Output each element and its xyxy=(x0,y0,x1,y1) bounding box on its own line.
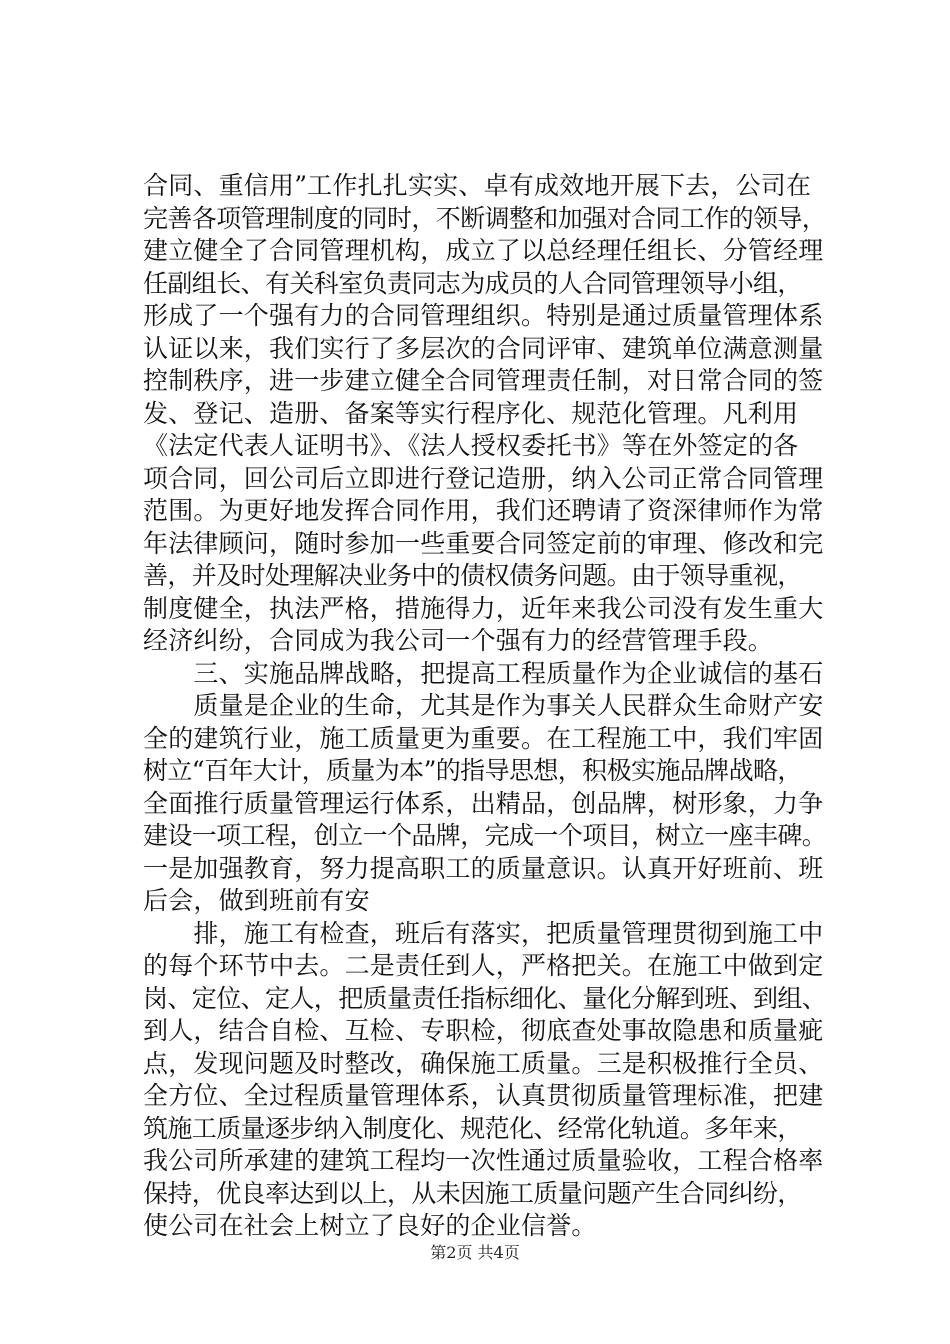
text-line: 筑施工质量逐步纳入制度化、规范化、经常化轨道。多年来， xyxy=(143,1113,802,1143)
text-line: 控制秩序，进一步建立健全合同管理责任制，对日常合同的签 xyxy=(143,366,824,395)
text-line: 我公司所承建的建筑工程均一次性通过质量验收，工程合格率 xyxy=(143,1146,824,1175)
text-line: 一是加强教育，努力提高职工的质量意识。认真开好班前、班 xyxy=(143,853,824,883)
text-line: 后会，做到班前有安 xyxy=(143,886,370,915)
text-line: 建设一项工程，创立一个品牌，完成一个项目，树立一座丰碑。 xyxy=(143,821,827,850)
page-number-footer: 第2页 共4页 xyxy=(430,1243,520,1262)
text-line: 善，并及时处理解决业务中的债权债务问题。由于领导重视， xyxy=(143,561,802,590)
text-line: 岗、定位、定人，把质量责任指标细化、量化分解到班、到组、 xyxy=(143,983,827,1013)
text-line: 质量是企业的生命，尤其是作为事关人民群众生命财产安 xyxy=(143,691,824,720)
text-line: 合同、重信用”工作扎扎实实、卓有成效地开展下去，公司在 xyxy=(143,171,812,200)
text-line: 点，发现问题及时整改，确保施工质量。三是积极推行全员、 xyxy=(143,1048,824,1078)
text-line: 年法律顾问，随时参加一些重要合同签定前的审理、修改和完 xyxy=(143,528,824,558)
text-line: 《法定代表人证明书》、《法人授权委托书》等在外签定的各 xyxy=(143,431,799,460)
text-line: 建立健全了合同管理机构，成立了以总经理任组长、分管经理 xyxy=(143,236,824,265)
text-line: 经济纠纷，合同成为我公司一个强有力的经营管理手段。 xyxy=(143,626,774,655)
text-line: 树立“百年大计，质量为本”的指导思想，积极实施品牌战略， xyxy=(143,756,802,785)
text-line: 保持，优良率达到以上，从未因施工质量问题产生合同纠纷， xyxy=(143,1178,802,1208)
body-text xyxy=(143,170,833,1243)
text-line: 全面推行质量管理运行体系，出精品，创品牌，树形象，力争 xyxy=(143,788,824,818)
text-line: 的每个环节中去。二是责任到人，严格把关。在施工中做到定 xyxy=(143,951,824,980)
text-line: 任副组长、有关科室负责同志为成员的人合同管理领导小组， xyxy=(143,268,802,298)
section-heading: 三、实施品牌战略，把提高工程质量作为企业诚信的基石 xyxy=(143,658,824,688)
text-line: 排，施工有检查，班后有落实，把质量管理贯彻到施工中 xyxy=(143,918,824,948)
text-line: 到人，结合自检、互检、专职检，彻底查处事故隐患和质量疵 xyxy=(143,1016,824,1045)
text-line: 完善各项管理制度的同时，不断调整和加强对合同工作的领导， xyxy=(143,203,827,233)
text-line: 认证以来，我们实行了多层次的合同评审、建筑单位满意测量 xyxy=(143,333,824,363)
text-line: 使公司在社会上树立了良好的企业信誉。 xyxy=(143,1211,597,1240)
text-line: 形成了一个强有力的合同管理组织。特别是通过质量管理体系 xyxy=(143,301,824,330)
text-line: 范围。为更好地发挥合同作用，我们还聘请了资深律师作为常 xyxy=(143,496,824,525)
text-line: 全方位、全过程质量管理体系，认真贯彻质量管理标准，把建 xyxy=(143,1081,824,1110)
text-line: 项合同，回公司后立即进行登记造册，纳入公司正常合同管理 xyxy=(143,463,824,493)
text-line: 制度健全，执法严格，措施得力，近年来我公司没有发生重大 xyxy=(143,593,824,623)
text-line: 全的建筑行业，施工质量更为重要。在工程施工中，我们牢固 xyxy=(143,723,824,753)
text-line: 发、登记、造册、备案等实行程序化、规范化管理。凡利用 xyxy=(143,398,799,428)
